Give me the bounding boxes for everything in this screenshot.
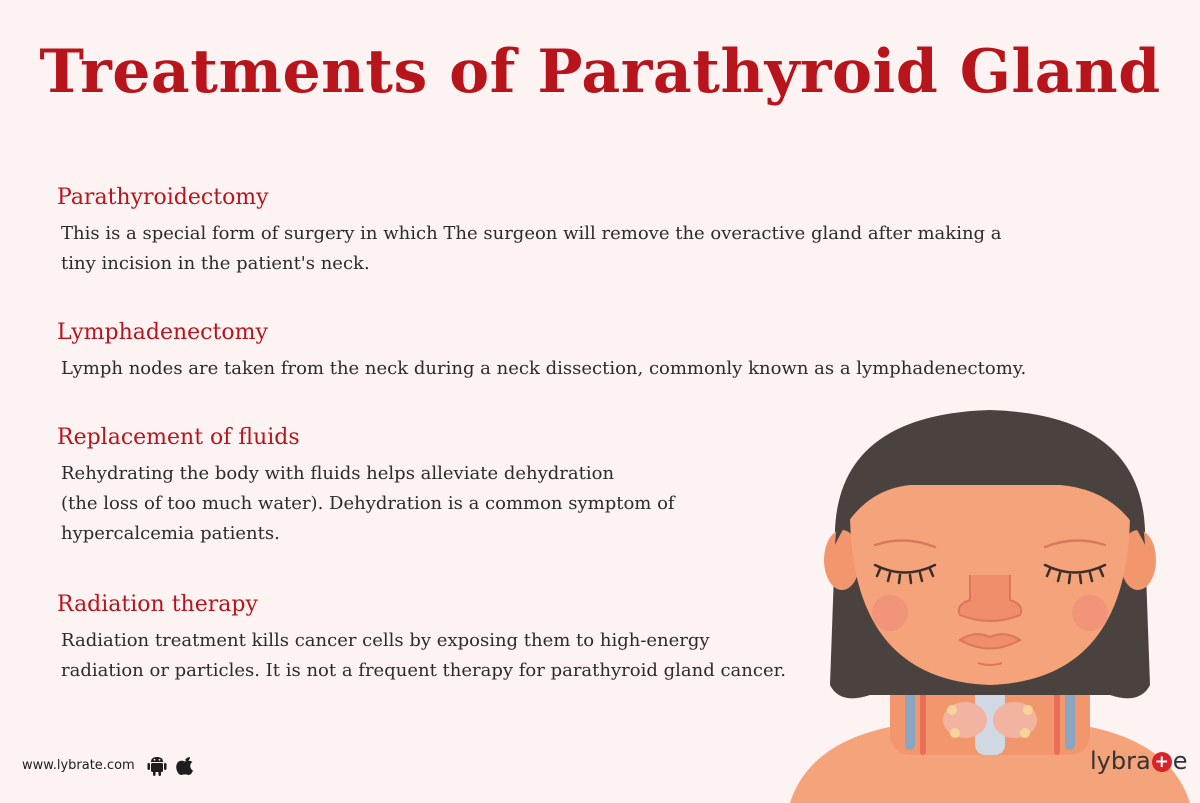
section-text: This is a special form of surgery in which The surgeon will remove the overactive gland after making a tiny incision in the patient's neck. [61,223,1002,274]
footer-links [22,754,195,776]
section-text: Radiation treatment kills cancer cells by exposing them to high-energy radiation or particles. It is not a frequent therapy for parathyroid gland cancer. [61,630,786,681]
lybrate-logo [1090,747,1187,775]
logo-text: lybra [1090,747,1151,775]
section-heading: Parathyroidectomy [57,185,269,210]
android-icon[interactable] [147,754,167,776]
apple-icon[interactable] [175,754,195,776]
section-replacement-of-fluids [57,423,777,549]
page-title: Treatments of Parathyroid Gland [39,37,1161,107]
logo-text-end: e [1172,747,1188,775]
website-url[interactable]: www.lybrate.com [22,757,135,773]
plus-icon: + [1152,752,1172,772]
section-heading: Lymphadenectomy [57,320,268,345]
section-radiation-therapy [57,590,817,686]
section-heading: Replacement of fluids [57,425,300,450]
section-text: Lymph nodes are taken from the neck during a neck dissection, commonly known as a lymphadenectomy. [61,358,1027,379]
left-cheek [872,595,908,631]
right-cheek [1072,595,1108,631]
neck-anatomy-illustration [780,395,1200,803]
section-lymphadenectomy [57,318,1077,384]
section-parathyroidectomy [57,183,1077,279]
section-text: Rehydrating the body with fluids helps alleviate dehydration (the loss of too much water). Dehydration is a common symptom of hypercalcemia patients. [61,463,675,544]
section-heading: Radiation therapy [57,592,258,617]
